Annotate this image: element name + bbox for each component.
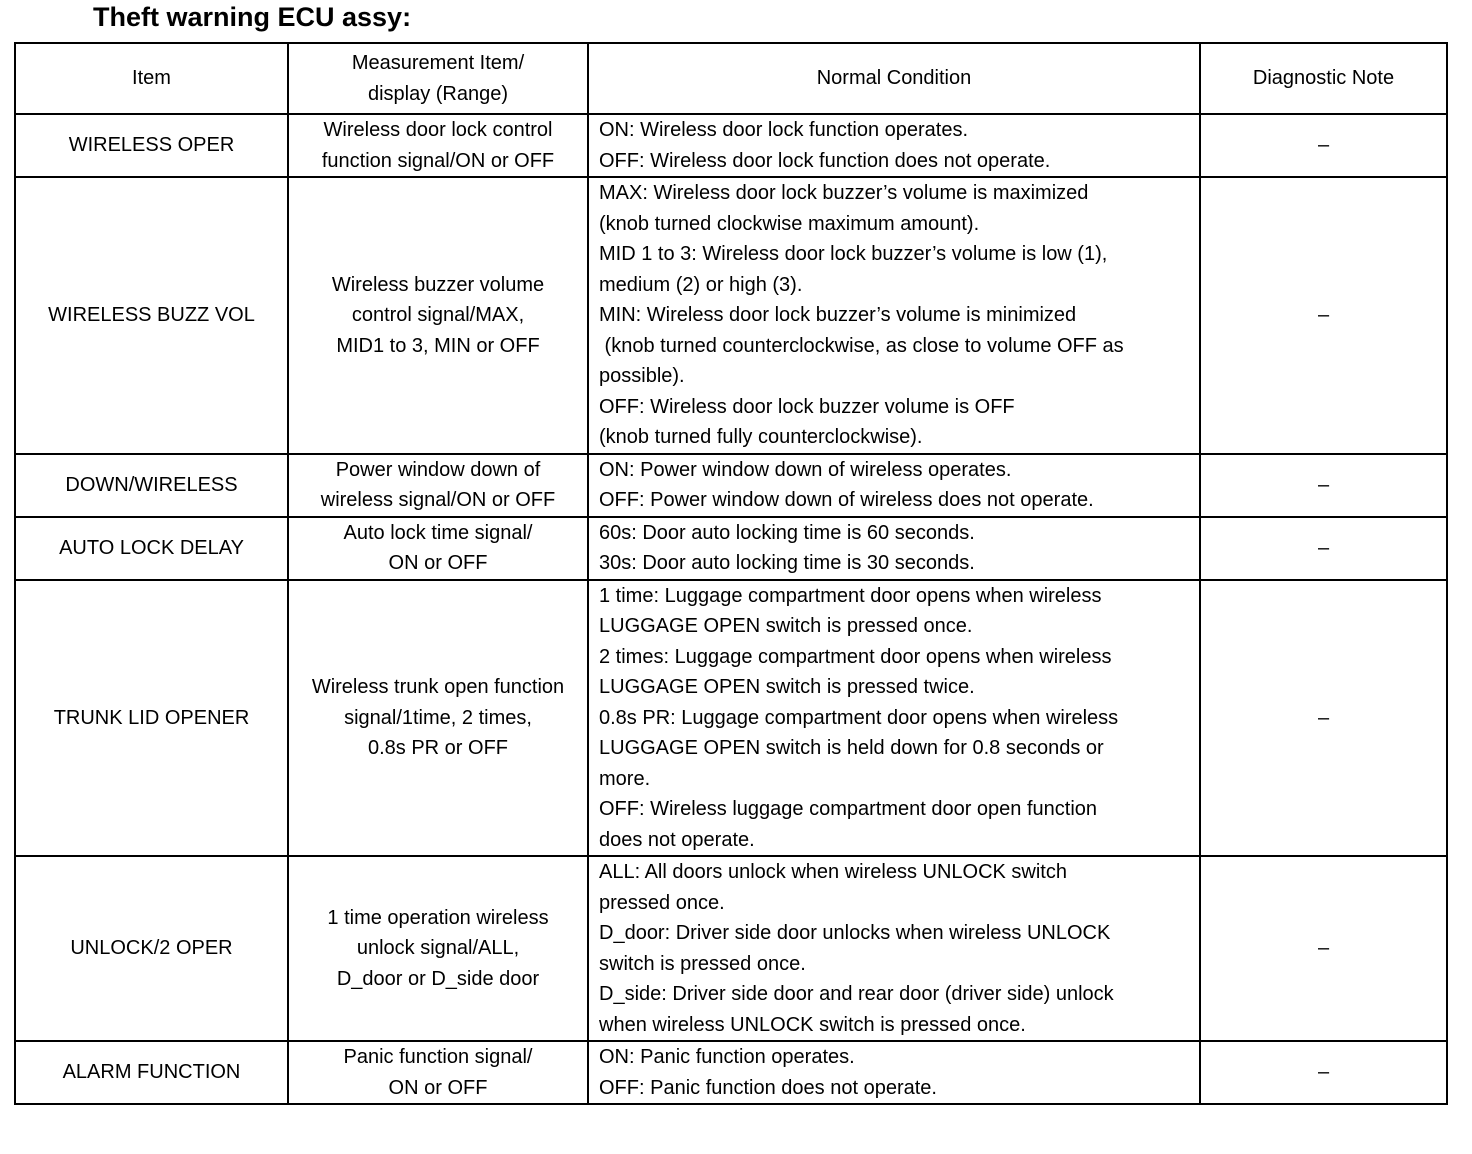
measurement-line: control signal/MAX,: [351, 304, 525, 326]
normal-condition-line: LUGGAGE OPEN switch is held down for 0.8 seconds or: [599, 737, 1104, 759]
item-cell: WIRELESS OPER: [15, 114, 288, 177]
measurement-cell: [288, 580, 588, 857]
diagnostic-note-cell: –: [1200, 517, 1447, 580]
measurement-line: unlock signal/ALL,: [356, 937, 520, 960]
diagnostic-note-cell: –: [1200, 454, 1447, 517]
measurement-line: Panic function signal/: [343, 1046, 533, 1068]
table-row: [15, 580, 1447, 857]
header-measurement-line: display (Range): [367, 82, 509, 105]
normal-condition-line: more.: [599, 767, 651, 790]
normal-condition-line: possible).: [599, 365, 685, 387]
item-cell: ALARM FUNCTION: [15, 1041, 288, 1104]
page-title: Theft warning ECU assy:: [93, 2, 412, 32]
diagnostic-note-cell: –: [1200, 177, 1447, 454]
item-cell: WIRELESS BUZZ VOL: [15, 177, 288, 454]
normal-condition-cell: [588, 856, 1200, 1041]
header-normal-condition: Normal Condition: [588, 43, 1200, 114]
diagnostic-note-cell: –: [1200, 114, 1447, 177]
table-row: [15, 454, 1447, 517]
normal-condition-line: OFF: Wireless door lock buzzer volume is OFF: [599, 395, 1015, 418]
table-row: [15, 1041, 1447, 1104]
measurement-cell: [288, 454, 588, 517]
normal-condition-line: 2 times: Luggage compartment door opens when wireless: [599, 645, 1112, 668]
normal-condition-cell: [588, 114, 1200, 177]
measurement-line: Power window down of: [335, 458, 541, 481]
measurement-line: Wireless door lock control: [323, 119, 553, 141]
table-row: [15, 177, 1447, 454]
measurement-line: Auto lock time signal/: [343, 521, 533, 544]
normal-condition-line: MIN: Wireless door lock buzzer’s volume is minimized: [599, 304, 1077, 326]
normal-condition-cell: [588, 1041, 1200, 1104]
normal-condition-cell: [588, 454, 1200, 517]
normal-condition-line: 1 time: Luggage compartment door opens when wireless: [599, 584, 1102, 607]
normal-condition-line: ON: Wireless door lock function operates.: [599, 119, 969, 141]
item-cell: AUTO LOCK DELAY: [15, 517, 288, 580]
header-diagnostic-note: Diagnostic Note: [1200, 43, 1447, 114]
table-row: [15, 114, 1447, 177]
data-table: [14, 42, 1448, 1105]
normal-condition-line: ON: Power window down of wireless operates.: [599, 458, 1012, 481]
item-cell: DOWN/WIRELESS: [15, 454, 288, 517]
measurement-cell: [288, 114, 588, 177]
normal-condition-line: (knob turned fully counterclockwise).: [599, 426, 923, 448]
item-cell: TRUNK LID OPENER: [15, 580, 288, 857]
item-cell: UNLOCK/2 OPER: [15, 856, 288, 1041]
normal-condition-line: D_door: Driver side door unlocks when wireless UNLOCK: [599, 922, 1111, 944]
measurement-line: ON or OFF: [388, 1076, 488, 1099]
measurement-line: Wireless trunk open function: [311, 676, 565, 698]
normal-condition-line: MID 1 to 3: Wireless door lock buzzer’s volume is low (1),: [599, 243, 1108, 265]
normal-condition-line: (knob turned clockwise maximum amount).: [599, 212, 980, 235]
measurement-cell: [288, 177, 588, 454]
measurement-cell: [288, 517, 588, 580]
normal-condition-line: medium (2) or high (3).: [599, 273, 803, 296]
header-measurement: [288, 43, 588, 114]
diagnostic-note-cell: –: [1200, 1041, 1447, 1104]
header-item: Item: [15, 43, 288, 114]
normal-condition-line: (knob turned counterclockwise, as close to volume OFF as: [599, 334, 1124, 357]
diagnostic-note-cell: –: [1200, 856, 1447, 1041]
measurement-line: signal/1time, 2 times,: [344, 706, 532, 729]
normal-condition-line: pressed once.: [599, 891, 725, 914]
measurement-line: ON or OFF: [388, 552, 488, 574]
normal-condition-line: OFF: Power window down of wireless does not operate.: [599, 489, 1094, 511]
normal-condition-line: LUGGAGE OPEN switch is pressed twice.: [599, 676, 975, 698]
normal-condition-line: OFF: Panic function does not operate.: [599, 1076, 937, 1099]
normal-condition-cell: [588, 580, 1200, 857]
table-body: [15, 114, 1447, 1104]
normal-condition-cell: [588, 517, 1200, 580]
table-row: [15, 856, 1447, 1041]
measurement-line: Wireless buzzer volume: [331, 273, 545, 296]
measurement-line: 1 time operation wireless: [327, 906, 549, 929]
normal-condition-line: does not operate.: [599, 828, 755, 851]
normal-condition-line: D_side: Driver side door and rear door (driver side) unlock: [599, 983, 1114, 1005]
measurement-line: D_door or D_side door: [336, 967, 540, 990]
normal-condition-line: 0.8s PR: Luggage compartment door opens when wireless: [599, 706, 1119, 729]
normal-condition-cell: [588, 177, 1200, 454]
normal-condition-line: LUGGAGE OPEN switch is pressed once.: [599, 615, 973, 637]
normal-condition-line: OFF: Wireless door lock function does not operate.: [599, 149, 1051, 172]
measurement-cell: [288, 1041, 588, 1104]
table-row: [15, 517, 1447, 580]
normal-condition-line: when wireless UNLOCK switch is pressed once.: [599, 1013, 1026, 1036]
header-row: [15, 43, 1447, 114]
normal-condition-line: MAX: Wireless door lock buzzer’s volume is maximized: [599, 182, 1089, 204]
measurement-line: 0.8s PR or OFF: [367, 737, 509, 759]
measurement-line: function signal/ON or OFF: [321, 149, 555, 172]
normal-condition-line: switch is pressed once.: [599, 952, 806, 975]
measurement-line: wireless signal/ON or OFF: [320, 489, 556, 511]
diagnostic-note-cell: –: [1200, 580, 1447, 857]
normal-condition-line: OFF: Wireless luggage compartment door open function: [599, 798, 1098, 820]
normal-condition-line: ALL: All doors unlock when wireless UNLOCK switch: [599, 861, 1067, 883]
measurement-line: MID1 to 3, MIN or OFF: [336, 334, 540, 357]
normal-condition-line: 60s: Door auto locking time is 60 seconds.: [599, 521, 975, 544]
header-measurement-line: Measurement Item/: [351, 52, 525, 74]
normal-condition-line: ON: Panic function operates.: [599, 1046, 855, 1068]
measurement-cell: [288, 856, 588, 1041]
normal-condition-line: 30s: Door auto locking time is 30 seconds.: [599, 552, 975, 574]
